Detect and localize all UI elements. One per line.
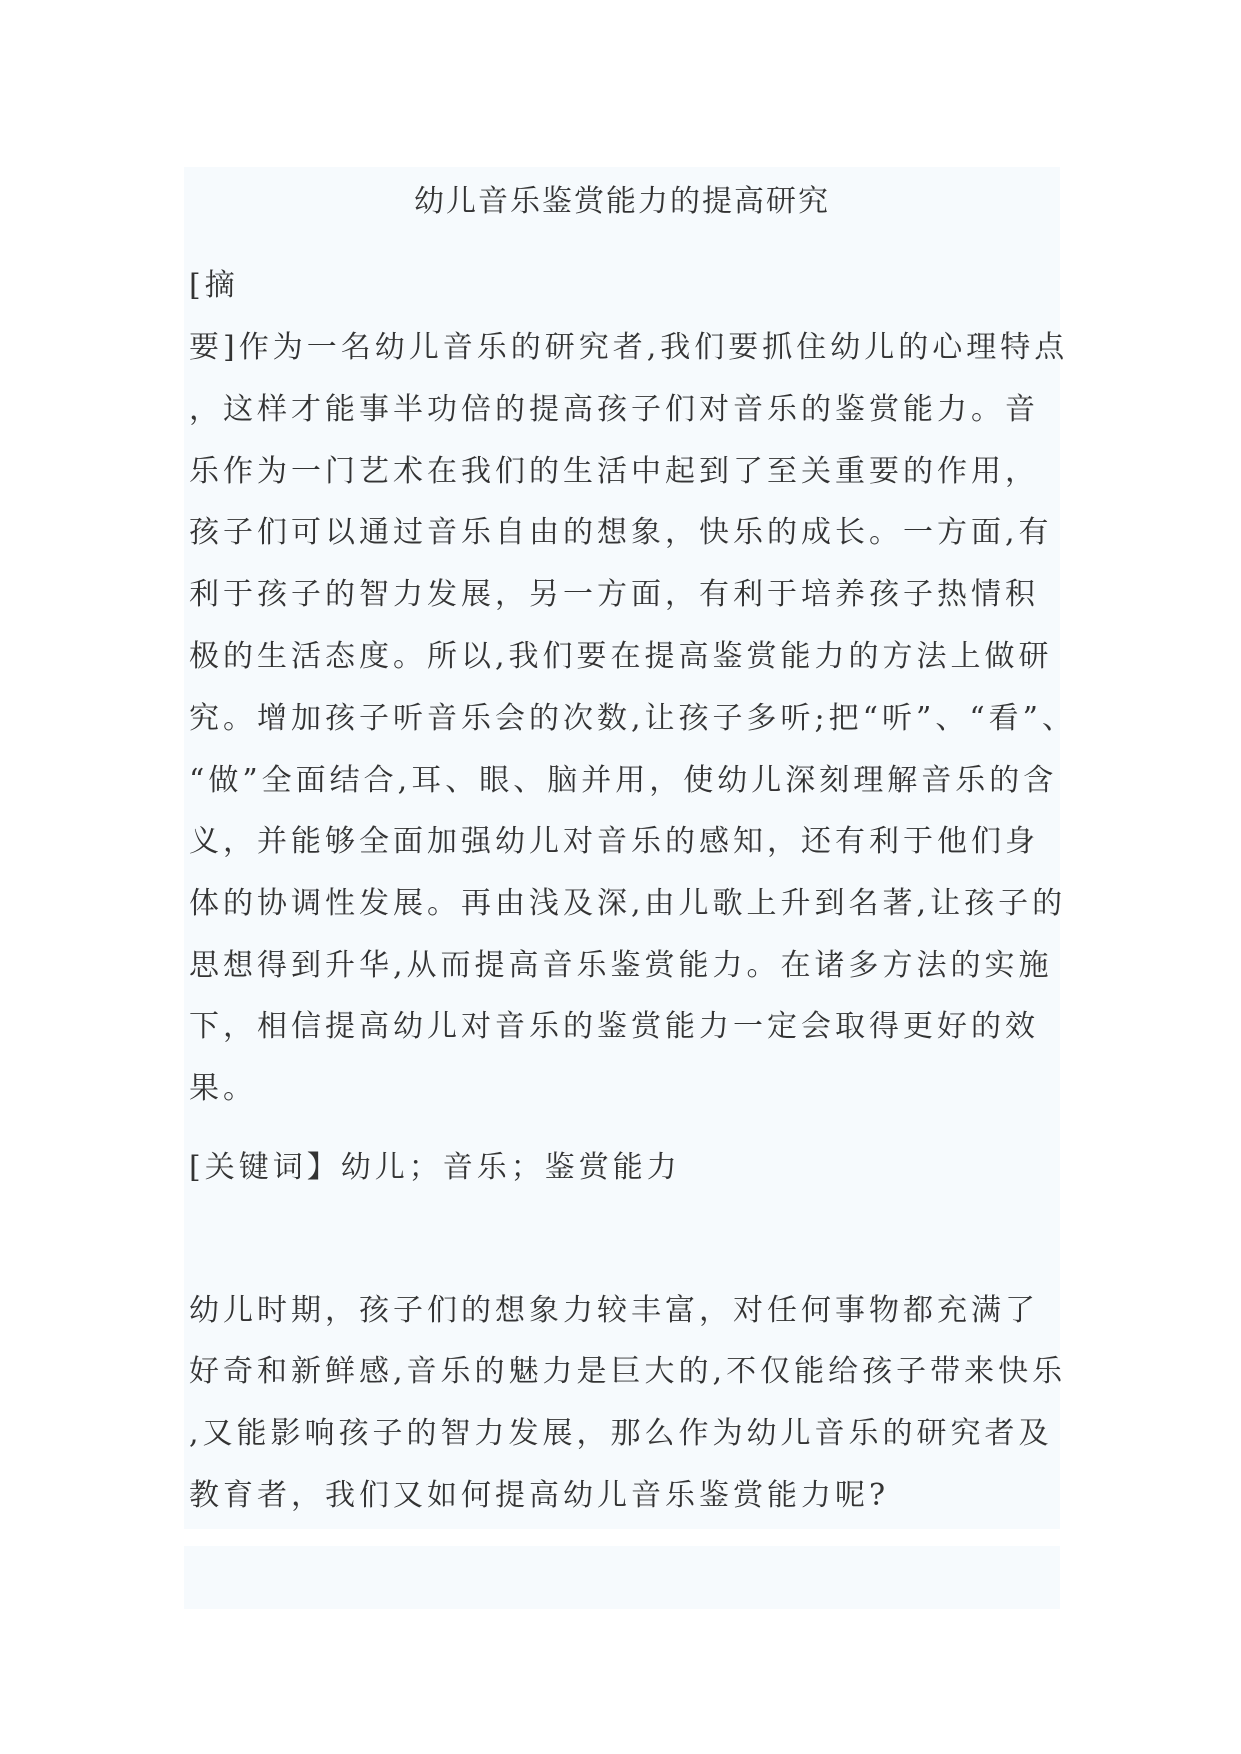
footer-background xyxy=(184,1546,1060,1609)
abstract-line: 要]作为一名幼儿音乐的研究者,我们要抓住幼儿的心理特点 xyxy=(189,330,1069,365)
document-title: 幼儿音乐鉴赏能力的提高研究 xyxy=(414,184,830,219)
intro-line: 教育者，我们又如何提高幼儿音乐鉴赏能力呢? xyxy=(189,1478,890,1513)
abstract-line: “做”全面结合,耳、眼、脑并用，使幼儿深刻理解音乐的含 xyxy=(189,763,1058,798)
intro-line: ,又能影响孩子的智力发展，那么作为幼儿音乐的研究者及 xyxy=(189,1416,1053,1451)
intro-line: 幼儿时期，孩子们的想象力较丰富，对任何事物都充满了 xyxy=(189,1293,1039,1328)
abstract-line: 孩子们可以通过音乐自由的想象，快乐的成长。一方面,有 xyxy=(189,515,1053,550)
abstract-line: 乐作为一门艺术在我们的生活中起到了至关重要的作用， xyxy=(189,454,1039,489)
abstract-line: 义，并能够全面加强幼儿对音乐的感知，还有利于他们身 xyxy=(189,824,1039,859)
abstract-line: [摘 xyxy=(189,268,239,303)
abstract-line: ，这样才能事半功倍的提高孩子们对音乐的鉴赏能力。音 xyxy=(189,392,1039,427)
abstract-line: 体的协调性发展。再由浅及深,由儿歌上升到名著,让孩子的 xyxy=(189,886,1067,921)
keywords-line: [关键词】幼儿；音乐；鉴赏能力 xyxy=(189,1150,681,1185)
abstract-line: 思想得到升华,从而提高音乐鉴赏能力。在诸多方法的实施 xyxy=(189,948,1053,983)
intro-line: 好奇和新鲜感,音乐的魅力是巨大的,不仅能给孩子带来快乐 xyxy=(189,1354,1067,1389)
abstract-line: 极的生活态度。所以,我们要在提高鉴赏能力的方法上做研 xyxy=(189,639,1053,674)
abstract-line: 究。增加孩子听音乐会的次数,让孩子多听;把“听”、“看”、 xyxy=(189,701,1076,736)
abstract-line: 利于孩子的智力发展，另一方面，有利于培养孩子热情积 xyxy=(189,577,1039,612)
abstract-line: 果。 xyxy=(189,1071,257,1106)
abstract-line: 下，相信提高幼儿对音乐的鉴赏能力一定会取得更好的效 xyxy=(189,1009,1039,1044)
